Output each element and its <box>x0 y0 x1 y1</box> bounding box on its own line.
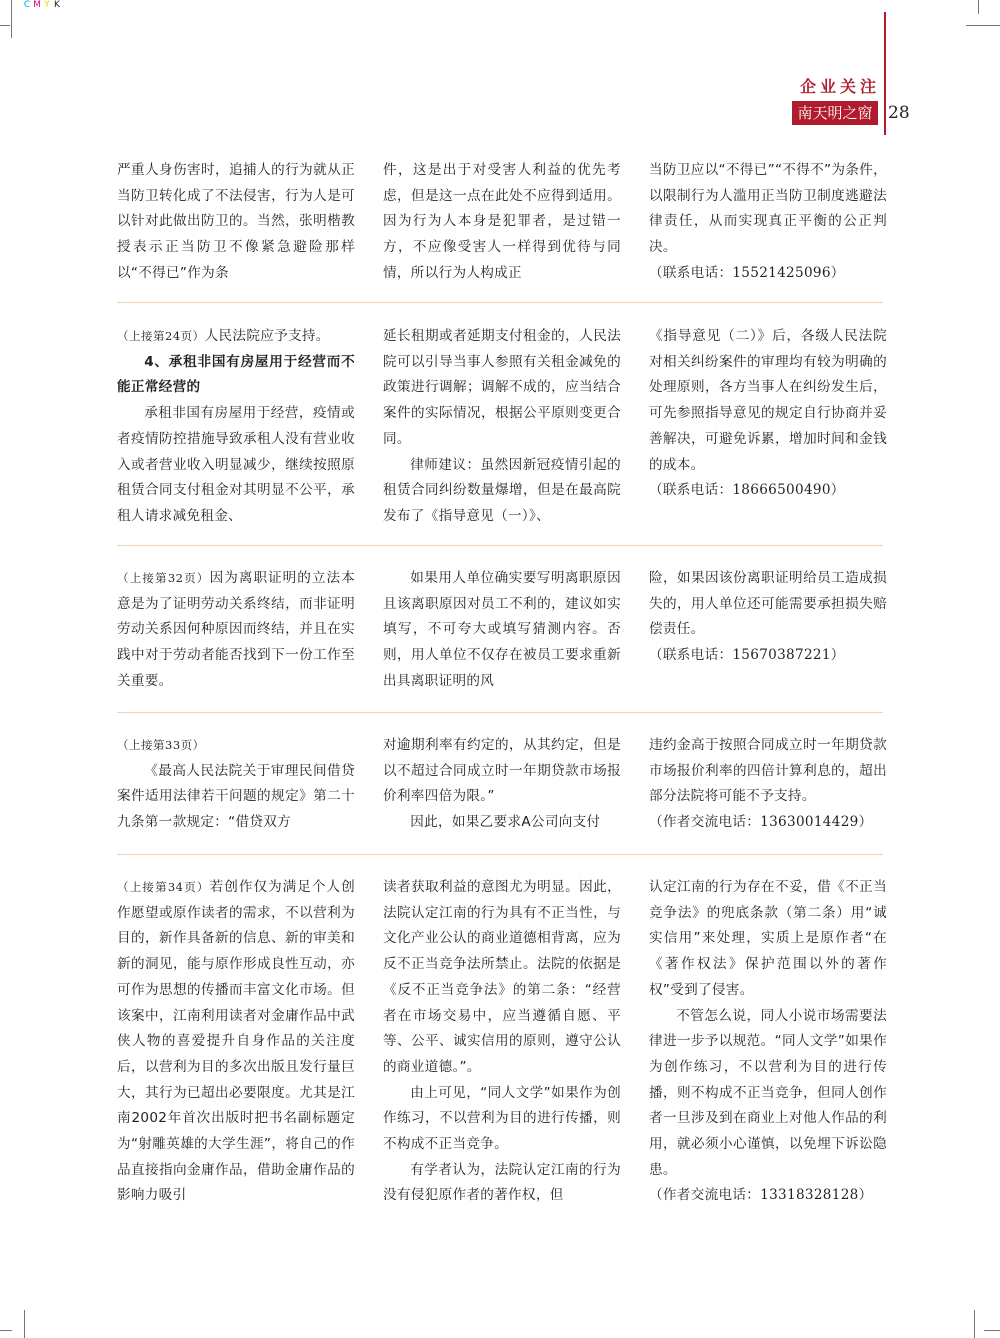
crop-mark-top-right-h <box>966 25 1000 26</box>
column-3 <box>649 324 887 504</box>
paragraph: 违约金高于按照合同成立时一年期贷款市场报价利率的四倍计算利息的，超出部分法院将可能不予支持。 <box>649 737 887 805</box>
cmyk-k: K <box>54 0 60 10</box>
page-number: 28 <box>888 103 910 123</box>
continued-from-label: （上接第32页） <box>117 571 210 585</box>
column-1 <box>117 875 355 1209</box>
section-divider <box>117 854 883 855</box>
contact-phone: （作者交流电话：13318328128） <box>649 1187 873 1204</box>
paragraph: 认定江南的行为存在不妥，借《不正当竞争法》的兜底条款（第二条）用“诚实信用”来处理，实质上是原作者“在《著作权法》保护范围以外的著作权”受到了侵害。 <box>649 879 887 998</box>
paragraph: 当防卫应以“不得已”“不得不”为条件，以限制行为人滥用正当防卫制度逃避法律责任，从而实现真正平衡的公正判决。 <box>649 162 887 256</box>
column-3 <box>649 566 887 669</box>
paragraph: 有学者认为，法院认定江南的行为没有侵犯原作者的著作权，但 <box>383 1161 621 1204</box>
column-2 <box>383 875 621 1209</box>
paragraph: 对逾期利率有约定的，从其约定，但是以不超过合同成立时一年期贷款市场报价利率四倍为限。” <box>383 737 621 805</box>
column-2 <box>383 324 621 530</box>
column-3 <box>649 158 887 287</box>
column-1 <box>117 158 355 287</box>
paragraph-lead: 人民法院应予支持。 <box>204 328 330 344</box>
paragraph: 读者获取利益的意图尤为明显。因此，法院认定江南的行为具有不正当性，与文化产业公认的商业道德相背离，应为反不正当竞争法所禁止。法院的依据是《反不正当竞争法》的第二条：“经营者在市场交易中，应当遵循自愿、平等、公平、诚实信用的原则，遵守公认的商业道德。”。 <box>383 879 621 1075</box>
column-2 <box>383 733 621 836</box>
crop-mark-bottom-left-h <box>0 1330 12 1331</box>
crop-mark-top-right-v <box>978 0 979 14</box>
crop-mark-bottom-right-v <box>974 1310 975 1338</box>
crop-mark-bottom-right-h <box>984 1330 1000 1331</box>
continued-from-label: （上接第33页） <box>117 738 205 752</box>
paragraph: 不管怎么说，同人小说市场需要法律进一步予以规范。“同人文学”如果作为创作练习，不以营利为目的进行传播，则不构成不正当竞争，但同人创作者一旦涉及到在商业上对他人作品的利用，就必须小心谨慎，以免埋下诉讼隐患。 <box>649 1007 887 1178</box>
paragraph: 因此，如果乙要求A公司向支付 <box>410 814 601 831</box>
column-tag: 南天明之窗 <box>792 101 878 125</box>
section-title: 企业关注 <box>799 77 880 96</box>
paragraph <box>117 324 355 350</box>
column-2 <box>383 158 621 287</box>
column-3 <box>649 733 887 836</box>
paragraph: 险，如果因该份离职证明给员工造成损失的，用人单位还可能需要承担损失赔偿责任。 <box>649 570 887 638</box>
paragraph-lead: 若创作仅为满足个人创作愿望或原作读者的需求，不以营利为目的，新作具备新的信息、新的审美和新的洞见，能与原作形成良性互动，亦可作为思想的传播而丰富文化市场。但该案中，江南利用读者对金庸作品中武侠人物的喜爱提升自身作品的关注度后，以营利为目的多次出版且发行量巨大，其行为已超出必要限度。尤其是江南2002年首次出版时把书名副标题定为“射雕英雄的大学生涯”，将自己的作品直接指向金庸作品，借助金庸作品的影响力吸引 <box>117 879 356 1204</box>
header-vertical-rule <box>884 12 886 135</box>
paragraph-lead: 因为离职证明的立法本意是为了证明劳动关系终结，而非证明劳动关系因何种原因而终结，并且在实践中对于劳动者能否找到下一份工作至关重要。 <box>117 570 356 689</box>
cmyk-c: C <box>23 0 31 10</box>
cmyk-registration-strip <box>22 0 62 11</box>
column-2 <box>383 566 621 695</box>
paragraph: 《指导意见（二）》后，各级人民法院对相关纠纷案件的审理均有较为明确的处理原则，各方当事人在纠纷发生后，可先参照指导意见的规定自行协商并妥善解决，可避免诉累，增加时间和金钱的成本。 <box>649 328 887 473</box>
subheading: 4、承租非国有房屋用于经营而不能正常经营的 <box>117 353 355 396</box>
column-1 <box>117 324 355 530</box>
paragraph: 律师建议：虽然因新冠疫情引起的租赁合同纠纷数量爆增，但是在最高院发布了《指导意见（一）》、 <box>383 456 621 524</box>
paragraph: 由上可见，“同人文学”如果作为创作练习，不以营利为目的进行传播，则不构成不正当竞争。 <box>383 1084 621 1153</box>
contact-phone: （联系电话：15670387221） <box>649 647 845 664</box>
contact-phone: （联系电话：15521425096） <box>649 264 845 281</box>
paragraph <box>117 566 355 695</box>
cmyk-m: M <box>33 0 41 10</box>
section-divider <box>117 545 883 546</box>
paragraph <box>117 733 355 759</box>
cmyk-y: Y <box>44 0 50 10</box>
crop-mark-top-left-v <box>11 0 12 38</box>
paragraph: 承租非国有房屋用于经营，疫情或者疫情防控措施导致承租人没有营业收入或者营业收入明显减少，继续按照原租赁合同支付租金对其明显不公平，承租人请求减免租金、 <box>117 405 355 524</box>
paragraph: 如果用人单位确实要写明离职原因且该离职原因对员工不利的，建议如实填写，不可夸大或填写猜测内容。否则，用人单位不仅存在被员工要求重新出具离职证明的风 <box>383 570 621 689</box>
column-3 <box>649 875 887 1209</box>
paragraph: 《最高人民法院关于审理民间借贷案件适用法律若干问题的规定》第二十九条第一款规定：“借贷双方 <box>117 762 355 831</box>
crop-mark-bottom-left-v <box>24 1310 25 1338</box>
column-1 <box>117 566 355 695</box>
contact-phone: （联系电话：18666500490） <box>649 482 845 499</box>
contact-phone: （作者交流电话：13630014429） <box>649 814 873 831</box>
paragraph: 延长租期或者延期支付租金的，人民法院可以引导当事人参照有关租金减免的政策进行调解；调解不成的，应当结合案件的实际情况，根据公平原则变更合同。 <box>383 328 621 447</box>
paragraph: 件，这是出于对受害人利益的优先考虑，但是这一点在此处不应得到适用。因为行为人本身是犯罪者，是过错一方，不应像受害人一样得到优待与同情，所以行为人构成正 <box>383 162 621 281</box>
section-divider <box>117 302 883 303</box>
continued-from-label: （上接第34页） <box>117 880 210 894</box>
continued-from-label: （上接第24页） <box>117 329 205 343</box>
column-1 <box>117 733 355 836</box>
crop-mark-top-left-h <box>0 25 10 26</box>
paragraph: 严重人身伤害时，追捕人的行为就从正当防卫转化成了不法侵害，行为人是可以针对此做出防卫的。当然，张明楷教授表示正当防卫不像紧急避险那样以“不得已”作为条 <box>117 162 355 281</box>
paragraph <box>117 875 355 1209</box>
section-divider <box>117 712 883 713</box>
